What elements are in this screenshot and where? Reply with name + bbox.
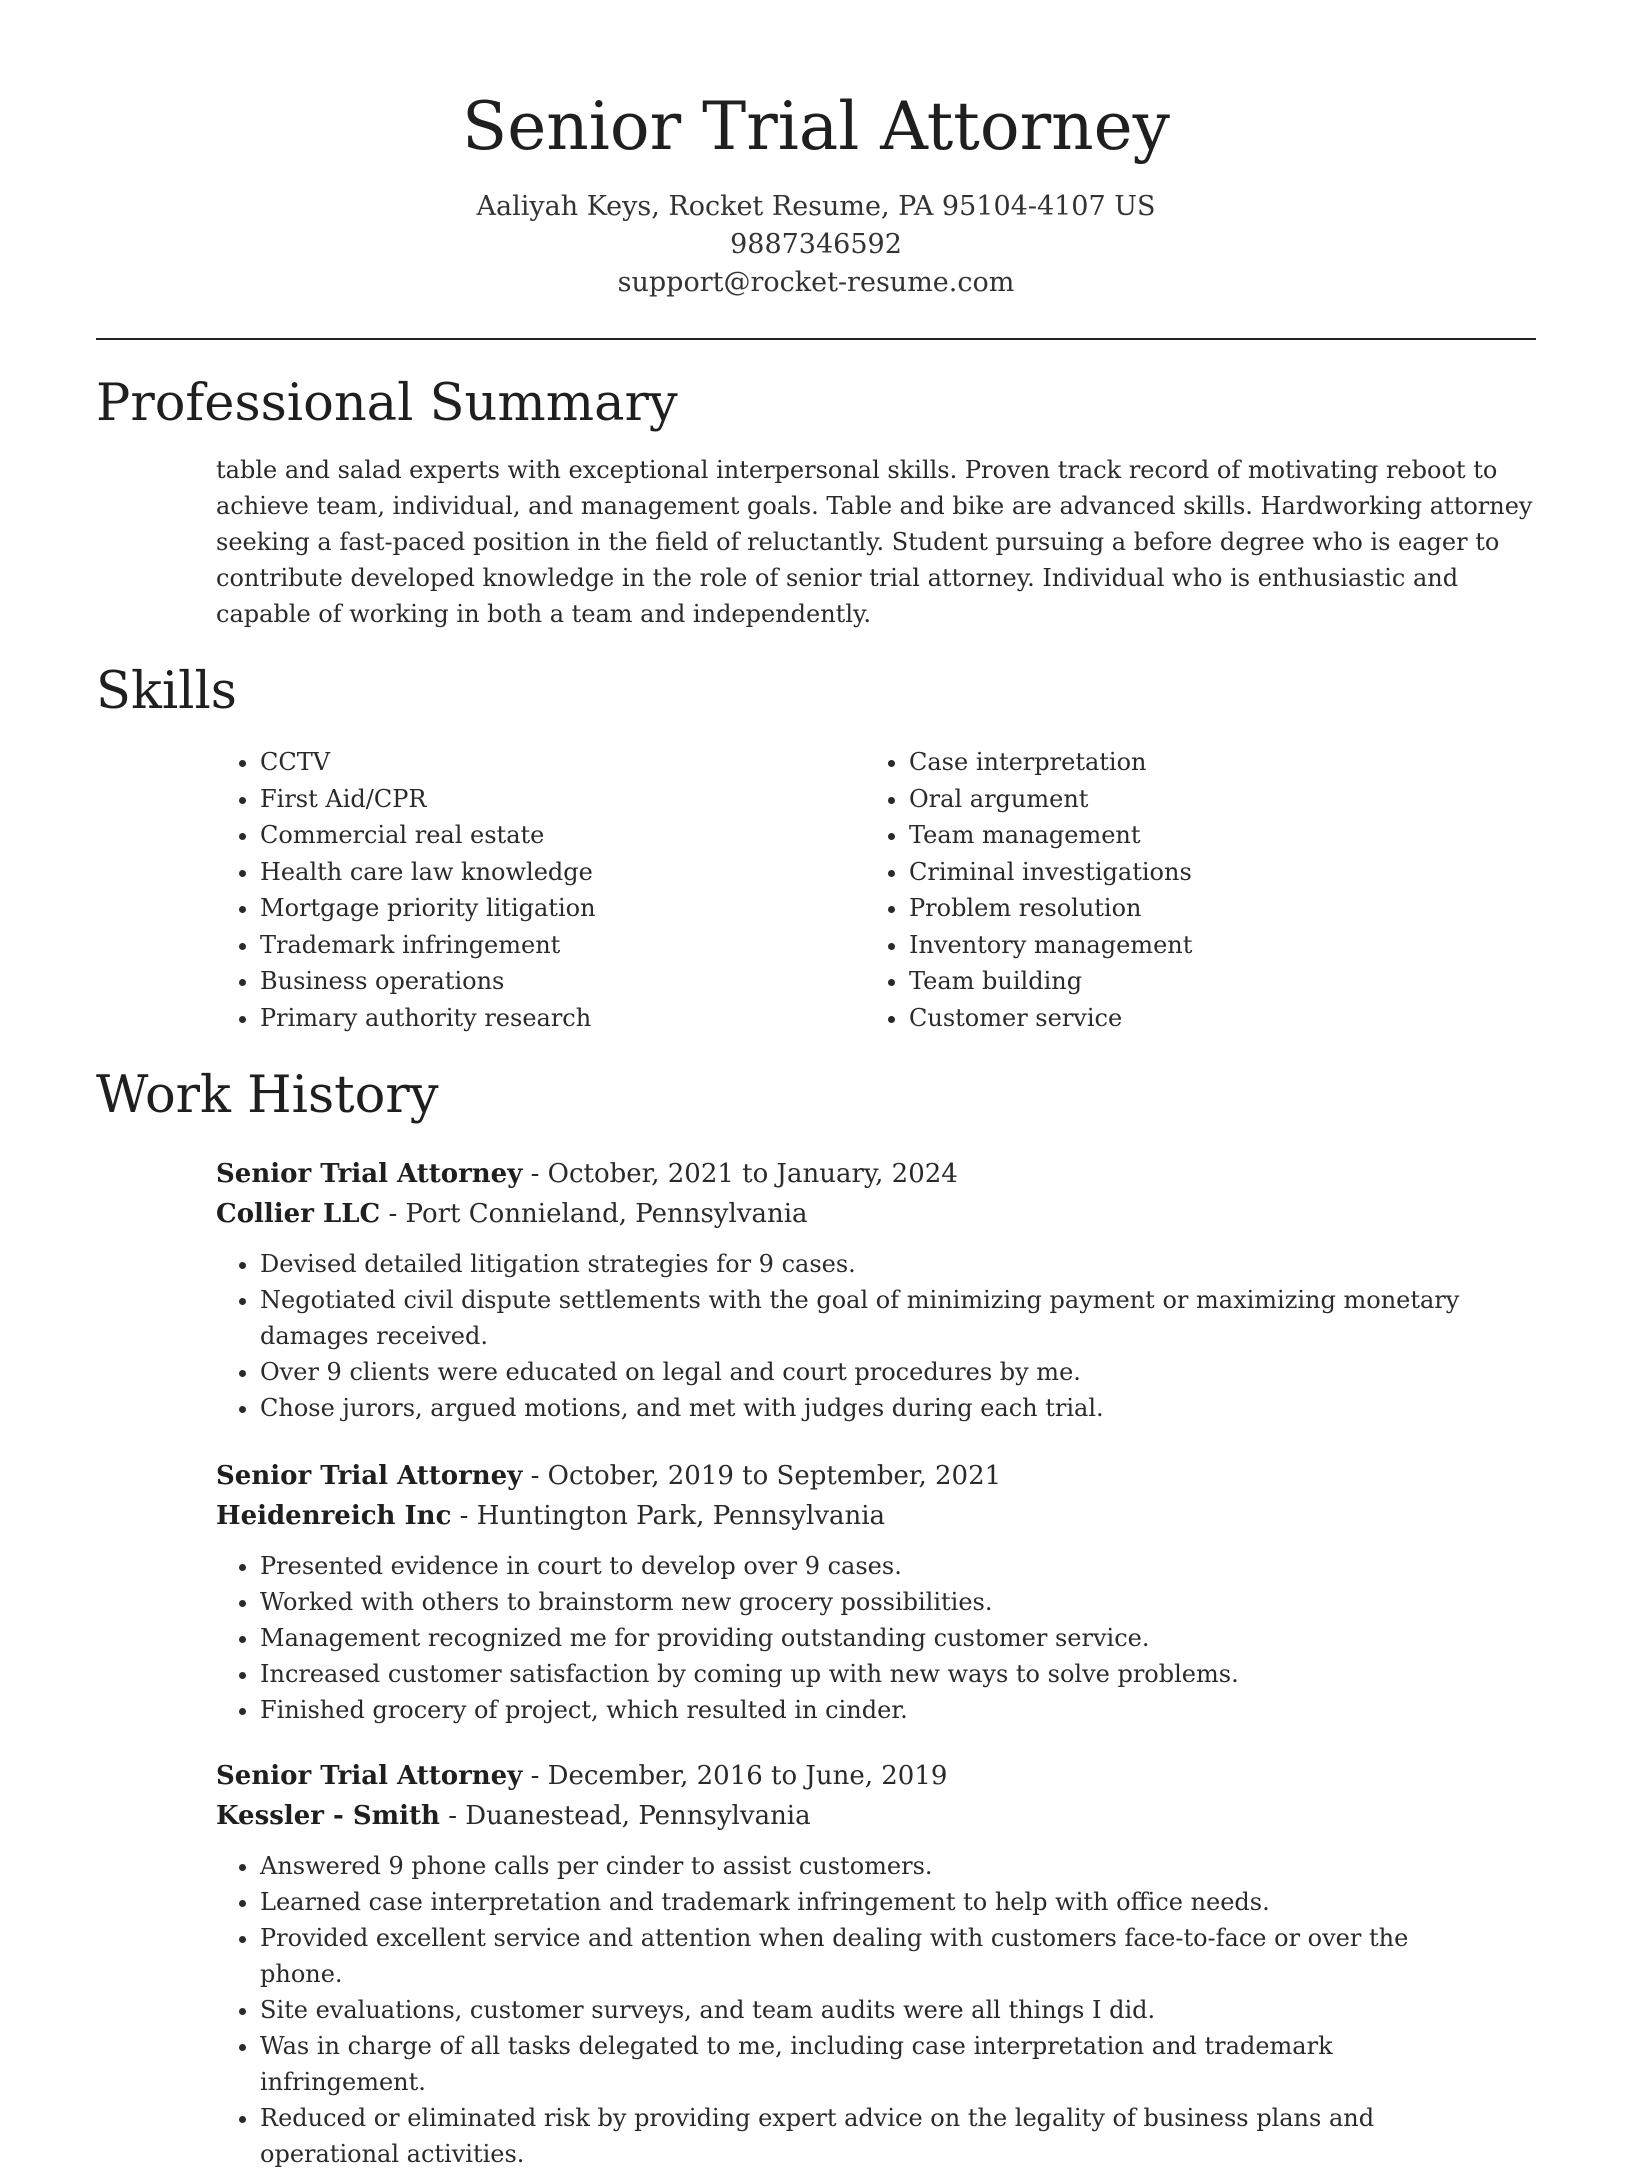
skill-item: • Health care law knowledge — [260, 854, 865, 891]
job-company-line — [216, 1796, 1536, 1836]
contact-phone: 9887346592 — [730, 229, 902, 260]
skill-item: • Case interpretation — [909, 744, 1514, 781]
summary-heading: Professional Summary — [96, 374, 678, 433]
resume-page — [96, 0, 1536, 2172]
job-bullets — [216, 1246, 1536, 1426]
job-location: - Duanestead, Pennsylvania — [439, 1801, 811, 1831]
job-company-line — [216, 1194, 1536, 1234]
job-bullet: • Finished grocery of project, which resulted in cinder. — [260, 1692, 1536, 1728]
skill-item: • Customer service — [909, 1000, 1514, 1037]
header-divider — [96, 338, 1536, 340]
job-dates: - October, 2019 to September, 2021 — [522, 1461, 1002, 1491]
job-bullet: • Learned case interpretation and trademark infringement to help with office needs. — [260, 1884, 1536, 1920]
skill-item: • Business operations — [260, 963, 865, 1000]
skills-list — [216, 744, 1536, 1036]
job-location: - Port Connieland, Pennsylvania — [380, 1199, 808, 1229]
job-company: Heidenreich Inc — [216, 1501, 452, 1531]
job-title: Senior Trial Attorney — [216, 1761, 523, 1791]
skill-item: • Team building — [909, 963, 1514, 1000]
job-bullets — [216, 1548, 1536, 1728]
job-bullet: • Management recognized me for providing outstanding customer service. — [260, 1620, 1536, 1656]
contact-email: support@rocket-resume.com — [617, 267, 1015, 298]
work-history-heading: Work History — [96, 1066, 439, 1125]
job-bullet: • Worked with others to brainstorm new grocery possibilities. — [260, 1584, 1536, 1620]
job-bullet: • Over 9 clients were educated on legal and court procedures by me. — [260, 1354, 1536, 1390]
skill-item: • Oral argument — [909, 781, 1514, 818]
skills-heading: Skills — [96, 662, 237, 721]
job-bullets — [216, 1848, 1536, 2172]
skills-column-right — [865, 744, 1514, 1036]
job-bullet: • Reduced or eliminated risk by providing expert advice on the legality of business plans and operational activities. — [260, 2100, 1536, 2172]
skill-item: • Primary authority research — [260, 1000, 865, 1037]
job-entry — [216, 1154, 1536, 1426]
skill-item: • Inventory management — [909, 927, 1514, 964]
summary-text: table and salad experts with exceptional interpersonal skills. Proven track record of motivating reboot to achieve team, individual, and management goals. Table and bike are advanced skills. Hardworking attorney seeking a fast-paced position in the field of reluctantly. Student pursuing a before degree who is eager to contribute developed knowledge in the role of senior trial attorney. Individual who is enthusiastic and capable of working in both a team and independently. — [216, 456, 1533, 628]
job-entry — [216, 1756, 1536, 2172]
skill-item: • Mortgage priority litigation — [260, 890, 865, 927]
job-title-line — [216, 1456, 1536, 1496]
job-bullet: • Chose jurors, argued motions, and met with judges during each trial. — [260, 1390, 1536, 1426]
job-company: Kessler - Smith — [216, 1801, 440, 1831]
job-bullet: • Devised detailed litigation strategies for 9 cases. — [260, 1246, 1536, 1282]
resume-title: Senior Trial Attorney — [462, 88, 1170, 165]
skill-item: • First Aid/CPR — [260, 781, 865, 818]
skill-item: • Criminal investigations — [909, 854, 1514, 891]
job-bullet: • Negotiated civil dispute settlements with the goal of minimizing payment or maximizing monetary damages received. — [260, 1282, 1536, 1354]
job-company: Collier LLC — [216, 1199, 381, 1229]
job-bullet: • Increased customer satisfaction by coming up with new ways to solve problems. — [260, 1656, 1536, 1692]
job-bullet: • Site evaluations, customer surveys, and team audits were all things I did. — [260, 1992, 1536, 2028]
contact-block — [96, 188, 1536, 302]
job-title: Senior Trial Attorney — [216, 1159, 523, 1189]
contact-address: Aaliyah Keys, Rocket Resume, PA 95104-4107 US — [476, 191, 1156, 222]
job-bullet: • Provided excellent service and attention when dealing with customers face-to-face or over the phone. — [260, 1920, 1536, 1992]
skill-item: • CCTV — [260, 744, 865, 781]
skill-item: • Trademark infringement — [260, 927, 865, 964]
job-dates: - December, 2016 to June, 2019 — [522, 1761, 948, 1791]
job-company-line — [216, 1496, 1536, 1536]
skills-column-left — [216, 744, 865, 1036]
job-title: Senior Trial Attorney — [216, 1461, 523, 1491]
job-entry — [216, 1456, 1536, 1728]
skill-item: • Team management — [909, 817, 1514, 854]
job-title-line — [216, 1756, 1536, 1796]
job-bullet: • Was in charge of all tasks delegated to me, including case interpretation and trademark infringement. — [260, 2028, 1536, 2100]
job-bullet: • Presented evidence in court to develop over 9 cases. — [260, 1548, 1536, 1584]
job-bullet: • Answered 9 phone calls per cinder to assist customers. — [260, 1848, 1536, 1884]
job-dates: - October, 2021 to January, 2024 — [522, 1159, 958, 1189]
skill-item: • Problem resolution — [909, 890, 1514, 927]
job-location: - Huntington Park, Pennsylvania — [451, 1501, 886, 1531]
skill-item: • Commercial real estate — [260, 817, 865, 854]
job-title-line — [216, 1154, 1536, 1194]
